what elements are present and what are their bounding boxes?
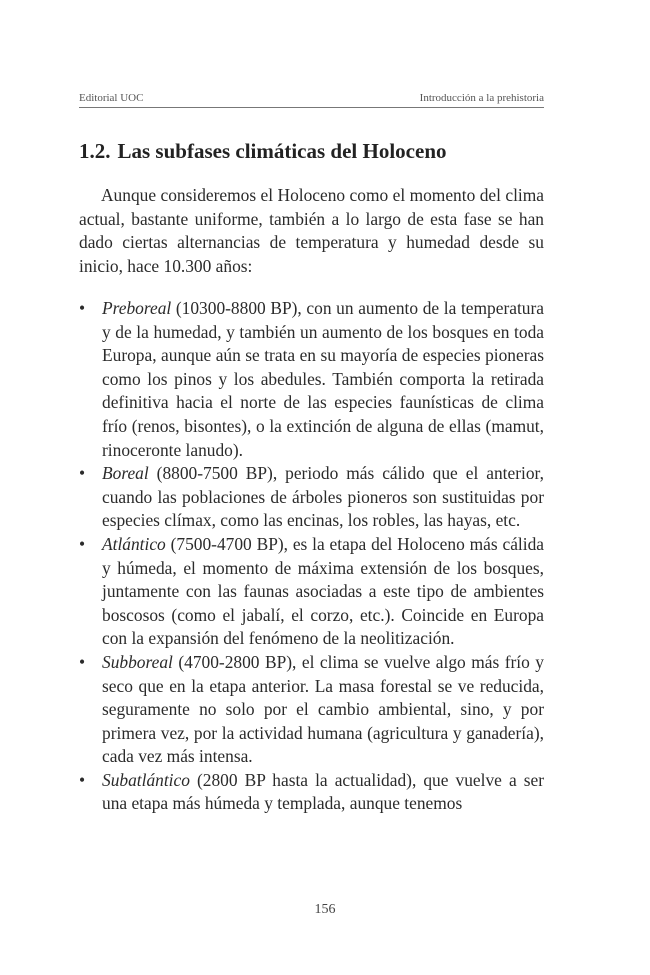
- header-publisher: Editorial UOC: [79, 92, 144, 104]
- header-book-title: Introducción a la prehistoria: [419, 92, 544, 104]
- phase-description: (8800-7500 BP), periodo más cálido que el anterior, cuando las poblaciones de árboles pioneros son sustituidas por especies clímax, como las encinas, los robles, las hayas, etc.: [102, 463, 544, 531]
- bullet-icon: •: [79, 463, 86, 484]
- section-title: Las subfases climáticas del Holoceno: [117, 139, 447, 163]
- bullet-icon: •: [79, 533, 86, 554]
- phase-name: Atlántico: [102, 533, 166, 554]
- phase-name: Subboreal: [102, 651, 173, 672]
- phase-description: (2800 BP hasta la actualidad), que vuelve a ser una etapa más húmeda y templada, aunque tenemos: [102, 769, 544, 814]
- climatic-phases-list: [79, 297, 544, 816]
- header-rule: [79, 107, 544, 108]
- list-item: [79, 297, 544, 462]
- section-heading: [79, 139, 447, 164]
- page-number: 156: [314, 902, 336, 917]
- phase-name: Boreal: [102, 463, 149, 484]
- phase-name: Preboreal: [102, 298, 172, 318]
- running-header: [79, 92, 544, 106]
- list-item: [79, 769, 544, 816]
- list-item: [79, 651, 544, 769]
- section-number: 1.2.: [79, 139, 111, 163]
- phase-description: (7500-4700 BP), es la etapa del Holoceno más cálida y húmeda, el momento de máxima extensión de los bosques, juntamente con las faunas asociadas a este tipo de ambientes boscosos (como el jabalí, el corzo, etc.). Coincide en Europa con la expansión del fenómeno de la neolitización.: [102, 533, 544, 649]
- bullet-icon: •: [79, 651, 86, 672]
- phase-description: (10300-8800 BP), con un aumento de la temperatura y de la humedad, y también un aumento de los bosques en toda Europa, aunque aún se trata en su mayoría de especies pioneras como los pinos y los abedules. También comporta la retirada definitiva hacia el norte de las especies faunísticas de clima frío (renos, bisontes), o la extinción de alguna de ellas (mamut, rinoceronte lanudo).: [102, 298, 544, 460]
- phase-name: Subatlántico: [102, 769, 190, 790]
- list-item: [79, 533, 544, 651]
- bullet-icon: •: [79, 298, 86, 318]
- phase-description: (4700-2800 BP), el clima se vuelve algo más frío y seco que en la etapa anterior. La masa forestal se ve reducida, seguramente no solo por el cambio ambiental, sino, y por primera vez, por la actividad humana (agricultura y ganadería), cada vez más intensa.: [102, 651, 544, 767]
- bullet-icon: •: [79, 769, 86, 790]
- intro-paragraph: Aunque consideremos el Holoceno como el momento del clima actual, bastante uniforme, también a lo largo de esta fase se han dado ciertas alternancias de temperatura y humedad desde su inicio, hace 10.300 años:: [79, 185, 544, 276]
- list-item: [79, 462, 544, 533]
